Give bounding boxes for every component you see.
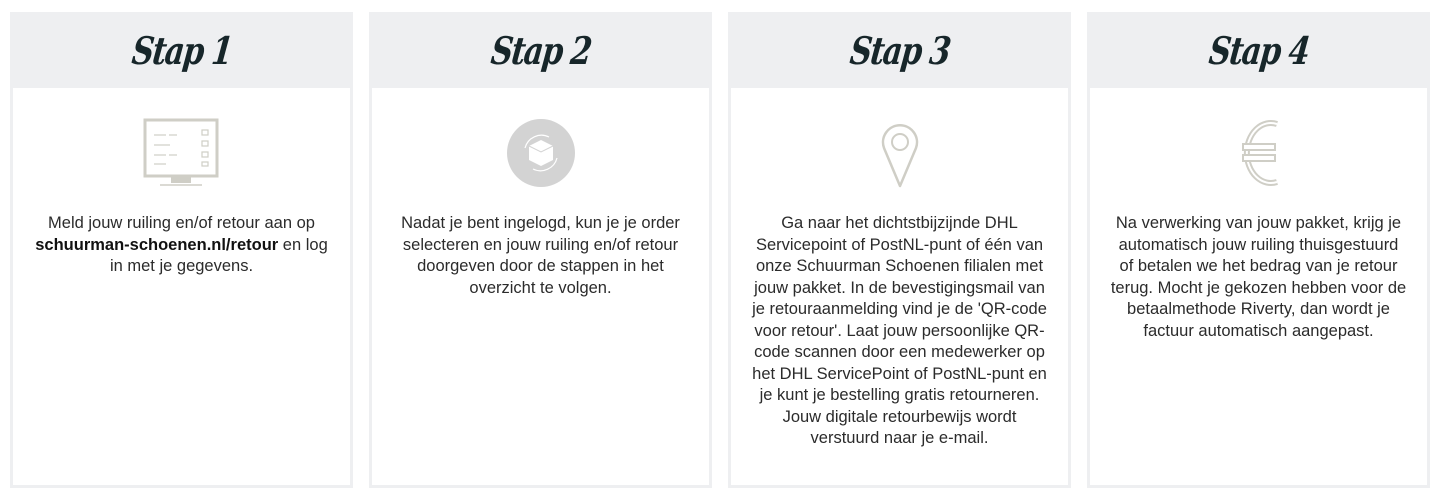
step-description: Nadat je bent ingelogd, kun je je order selecteren en jouw ruiling en/of retour doorgeven door de stappen in het overzicht te volgen. <box>401 214 680 297</box>
step-title: Stap 3 <box>847 27 952 73</box>
step-title: Stap 2 <box>488 27 593 73</box>
euro-icon <box>1219 118 1299 188</box>
box-return-icon <box>501 118 581 188</box>
text: Meld jouw ruiling en/of retour aan op <box>48 214 315 232</box>
step-description: Ga naar het dichtstbijzijnde DHL Servicepoint of PostNL-punt of één van onze Schuurman Schoenen filialen met jouw pakket. In de bevestigingsmail van je retouraanmelding vind je de 'QR-code voor retour'. Laat jouw persoonlijke QR-code scannen door een medewerker op het DHL ServicePoint of PostNL-punt en je kunt je bestelling gratis retourneren. Jouw digitale retourbewijs wordt verstuurd naar je e-mail. <box>752 214 1047 447</box>
step-card-2 <box>369 12 712 488</box>
step-description <box>33 213 330 278</box>
monitor-icon <box>142 118 222 188</box>
step-title: Stap 4 <box>1206 27 1311 73</box>
text: en log in met je gegevens. <box>109 235 328 275</box>
step-description: Na verwerking van jouw pakket, krijg je automatisch jouw ruiling thuisgestuurd of betalen we het bedrag van je retour terug. Mocht je gekozen hebben voor de betaalmethode Riverty, dan wordt je factuur automatisch aangepast. <box>1110 214 1407 340</box>
step-card-1 <box>10 12 353 488</box>
retour-url: schuurman-schoenen.nl/retour <box>35 235 279 254</box>
step-card-4 <box>1087 12 1430 488</box>
step-card-3 <box>728 12 1071 488</box>
location-pin-icon <box>860 118 940 188</box>
step-title: Stap 1 <box>129 27 234 73</box>
